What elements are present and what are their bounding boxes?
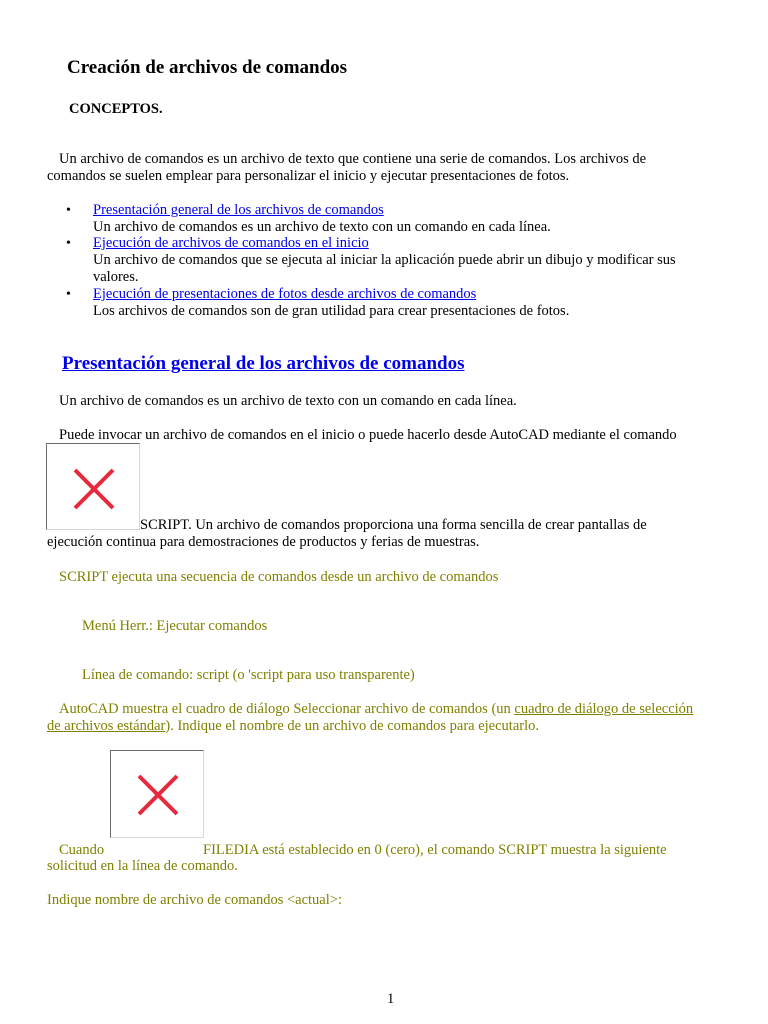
link-presentaciones-fotos[interactable]: Ejecución de presentaciones de fotos desde archivos de comandos <box>93 286 477 302</box>
bullet-icon: • <box>66 236 71 251</box>
link-presentacion-general[interactable]: Presentación general de los archivos de comandos <box>93 202 384 218</box>
paragraph-4-line-1: FILEDIA está establecido en 0 (cero), el comando SCRIPT muestra la siguiente <box>203 842 667 858</box>
paragraph-3-line-2 <box>47 718 539 735</box>
paragraph-4-start: Cuando <box>59 842 105 858</box>
file-dialog-link-cont[interactable]: de archivos estándar <box>47 718 166 734</box>
command-prompt-text: Indique nombre de archivo de comandos <actual>: <box>47 892 342 908</box>
paragraph-2-line-1: Puede invocar un archivo de comandos en el inicio o puede hacerlo desde AutoCAD mediante el comando <box>59 427 677 443</box>
command-line-text: Línea de comando: script (o 'script para uso transparente) <box>82 667 415 683</box>
link-ejecucion-inicio[interactable]: Ejecución de archivos de comandos en el inicio <box>93 235 369 251</box>
paragraph-4-line-2: solicitud en la línea de comando. <box>47 858 238 874</box>
paragraph-3-line-1 <box>59 701 693 718</box>
list-item-desc: Un archivo de comandos es un archivo de texto con un comando en cada línea. <box>93 219 551 235</box>
page-title: Creación de archivos de comandos <box>67 57 348 78</box>
page-number: 1 <box>387 991 395 1007</box>
broken-image-1 <box>46 443 140 530</box>
file-dialog-link[interactable]: cuadro de diálogo de selección <box>514 701 694 717</box>
list-item-desc: valores. <box>93 269 139 285</box>
script-description: SCRIPT ejecuta una secuencia de comandos desde un archivo de comandos <box>59 569 499 585</box>
list-item-desc: Un archivo de comandos que se ejecuta al iniciar la aplicación puede abrir un dibujo y modificar sus <box>93 252 676 268</box>
paragraph-3-text-end: ). Indique el nombre de un archivo de comandos para ejecutarlo. <box>165 718 540 734</box>
paragraph-1: Un archivo de comandos es un archivo de texto con un comando en cada línea. <box>59 393 517 409</box>
menu-path: Menú Herr.: Ejecutar comandos <box>82 618 268 634</box>
section-heading-link[interactable]: Presentación general de los archivos de comandos <box>62 353 465 374</box>
section-subtitle: CONCEPTOS. <box>69 101 163 117</box>
broken-image-icon <box>71 466 117 512</box>
list-item-desc: Los archivos de comandos son de gran utilidad para crear presentaciones de fotos. <box>93 303 570 319</box>
paragraph-2-line-3: ejecución continua para demostraciones de productos y ferias de muestras. <box>47 534 480 550</box>
bullet-icon: • <box>66 203 71 218</box>
paragraph-2-line-2: SCRIPT. Un archivo de comandos proporciona una forma sencilla de crear pantallas de <box>140 517 647 533</box>
intro-line-1: Un archivo de comandos es un archivo de texto que contiene una serie de comandos. Los archivos de <box>59 151 647 167</box>
bullet-icon: • <box>66 287 71 302</box>
paragraph-3-text: AutoCAD muestra el cuadro de diálogo Seleccionar archivo de comandos (un <box>59 701 515 717</box>
intro-line-2: comandos se suelen emplear para personalizar el inicio y ejecutar presentaciones de fotos. <box>47 168 570 184</box>
broken-image-2 <box>110 750 204 838</box>
broken-image-icon <box>135 772 181 818</box>
